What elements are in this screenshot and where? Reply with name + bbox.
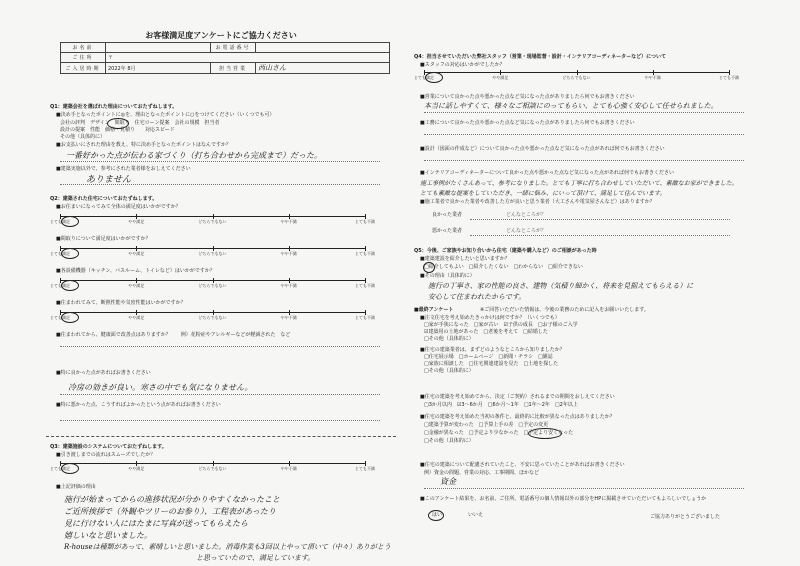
q1b-text: ■お支払いにされた理由を教え、特に決め手となったポイントはなんですか？: [56, 142, 232, 148]
q2a-answer-circle: [61, 216, 79, 227]
left-page: [46, 0, 396, 566]
scale-label[interactable]: やや不満: [280, 251, 297, 256]
q6b-options-2: □家族に相談した □住宅関連建設を見た □土地を探した: [424, 361, 559, 367]
q6d-other: □その他（具体的に）: [424, 438, 474, 444]
q5-heading: Q5：今後、ご家族やお知り合いから住宅（建築や購入など）のご相談があった時: [414, 248, 597, 254]
scale-label[interactable]: とても不満: [355, 251, 375, 256]
scale-label[interactable]: とても不満: [355, 315, 375, 320]
scale-label[interactable]: とても満足: [50, 466, 70, 471]
q2e-line: [60, 346, 380, 347]
q6a-other: □その他（具体的に）: [424, 336, 474, 342]
q6a-text: ■注文住宅を考え始めたきっかけは何ですか？（いくつでも）: [420, 315, 560, 321]
scale-label[interactable]: やや満足: [492, 75, 509, 80]
q4a-scale: [414, 70, 739, 80]
q1a-other: その他（具体的に）: [60, 134, 106, 140]
q5b-handwriting-2: 安心して住まわれたからです。: [428, 293, 526, 301]
scale-label[interactable]: とても不満: [355, 219, 375, 224]
q6d-options-1: □建築予算が変わった □予算上手の差 □予定の変更: [424, 422, 549, 428]
q1a-circle-mark: [107, 118, 129, 129]
scale-label[interactable]: やや満足: [128, 251, 145, 256]
q2g-text: ■特に悪かった点、こうすればよかったという点があればお書きください: [56, 402, 221, 408]
q1a-options: 会社の評判 デザイン 間取り 住宅ローン提案 会社の規模 担当者: [60, 120, 220, 126]
q5a-options: □紹介してもよい □紹介したくない □わからない □紹介できない: [424, 264, 583, 270]
scale-label[interactable]: とても満足: [50, 315, 70, 320]
q4f-bad-line: [470, 235, 730, 236]
q6e-line: [424, 488, 744, 489]
q4f-good-hint: どんなところが？: [506, 212, 547, 218]
phone-label: お電話番号: [211, 43, 256, 53]
q3a-text: ■引き渡しまでの流れはスムーズでしたか？: [56, 452, 156, 458]
q4d-line: [424, 160, 744, 161]
q4e-handwriting-1: 施工事例がたくさんあって、参考になりました。とても丁寧に打ち合わせしていただいて、素敵なお家ができました。: [420, 180, 738, 187]
q2g-line: [60, 420, 380, 421]
q2f-text: ■特に良かった点があればお書きください: [56, 370, 151, 376]
scale-label[interactable]: やや不満: [644, 75, 661, 80]
scale-label[interactable]: どちらでもない: [198, 466, 227, 471]
address-label: ご住所: [61, 53, 106, 63]
q6-note: ※ご回答いただいた情報は、今後の業務のために記入をお願いいたします。: [480, 307, 649, 313]
q3b-text: ■上記評価の理由: [56, 484, 96, 490]
q2c-text: ■各設備機器（キッチン、バスルーム、トイレなど）はいかがですか？: [56, 268, 215, 274]
scale-label[interactable]: やや不満: [280, 219, 297, 224]
q2f-handwriting: 冷房の効きが良い。寒さの中でも気になりません。: [68, 383, 253, 392]
q3a-answer-circle: [61, 463, 79, 474]
scale-label[interactable]: とても満足: [50, 251, 70, 256]
scale-label[interactable]: どちらでもない: [198, 283, 227, 288]
scale-label[interactable]: やや満足: [128, 315, 145, 320]
survey-title: お客様満足度アンケートにご協力ください: [145, 31, 297, 40]
q2-heading: Q2：建築された住宅についておたずねします。: [50, 196, 158, 202]
q2b-scale: [50, 246, 375, 256]
scale-label[interactable]: とても不満: [719, 75, 739, 80]
name-label: お名前: [61, 43, 106, 53]
staff-handwriting: 西山さん: [258, 64, 286, 72]
scale-label[interactable]: どちらでもない: [198, 251, 227, 256]
q4c-line: [424, 134, 744, 135]
q4f-bad-hint: どんなところが？: [506, 228, 547, 234]
q2a-text: ■お住まいになってみて全体の満足度はいかがですか？: [56, 204, 181, 210]
q5b-handwriting-1: 施行の丁寧さ、家の性能の良さ、建物（気積り細かく、将来を見据えてもらえる）に: [428, 282, 694, 290]
q2e-text: ■住まわれてから、健康面で改善点はありますか？ 例）花粉症やアレルギーなどが軽減された など: [56, 332, 291, 338]
q1b-line: [60, 161, 380, 162]
q4-heading: Q4：担当させていただいた弊社スタッフ（営業・現場監督・設計・インテリアコーディネーターなど）について: [414, 54, 666, 60]
q2b-answer-circle: [61, 248, 79, 259]
q7-answer-circle: [428, 510, 444, 521]
q3b-handwriting-2: ご近所挨拶で（外観やツリーのお参り）、工程表があったり: [64, 507, 276, 516]
q5a-answer-circle: [423, 262, 435, 273]
scale-label[interactable]: やや満足: [128, 219, 145, 224]
scale-label[interactable]: どちらでもない: [562, 75, 591, 80]
q6-heading: ■最終アンケート: [414, 307, 454, 313]
q4b-text: ■営業について良かった点や悪かった点など気になった点がありましたら何でもお書きください: [420, 94, 635, 100]
q1a-options-2: 設計の提案 性能 価格・見積り 対応スピード: [60, 127, 175, 133]
q4f-good-label: 良かった業者: [432, 212, 463, 218]
customer-info-table: [60, 42, 390, 74]
q6c-text: ■住宅の建築を考え始めてから、決定（ご契約）されるまでの期間をおしえてください: [420, 394, 615, 400]
phone-field: [256, 43, 390, 53]
scale-label[interactable]: とても不満: [355, 466, 375, 471]
q4e-text: ■インテリアコーディネーターについて良かった点や悪かった点など気になった点があれば何でもお書きください: [420, 170, 674, 176]
staff-value: [256, 63, 390, 74]
staff-label: 担当営業: [211, 63, 256, 74]
q4f-bad-label: 悪かった業者: [432, 228, 463, 234]
q6d-options-2: □金融が異なった □予定より少なかった □予定より安くなった: [424, 430, 574, 436]
q4d-text: ■設計（図面の作成など）について良かった点や悪かった点など気になった点があれば何でもお書きください: [420, 146, 665, 152]
scale-label[interactable]: やや不満: [280, 315, 297, 320]
q2f-line: [60, 394, 380, 395]
q2a-scale: [50, 214, 375, 224]
q3a-scale: [50, 461, 375, 471]
scale-label[interactable]: やや満足: [128, 466, 145, 471]
q3b-handwriting-3: 見に行けない人にはたまに写真が送ってもらえたら: [64, 519, 248, 528]
q6b-other: □その他（具体的に）: [424, 368, 474, 374]
section-divider: [46, 436, 396, 437]
scale-label[interactable]: とても満足: [50, 219, 70, 224]
q4c-text: ■工務について良かった点や悪かった点など気になった点がありましたら何でもお書きください: [420, 120, 635, 126]
q2b-text: ■間取りについて満足度はいかがですか？: [56, 236, 151, 242]
q7-yes: はい: [432, 512, 443, 518]
scale-label[interactable]: やや不満: [280, 283, 297, 288]
scale-label[interactable]: とても不満: [355, 283, 375, 288]
q1c-text: ■建築実施以外で、参考にされた業者様をおしえてください: [56, 166, 191, 172]
scale-label[interactable]: とても満足: [50, 283, 70, 288]
scale-label[interactable]: とても満足: [414, 75, 434, 80]
address-field: 〒: [106, 53, 390, 63]
q1c-line: [60, 184, 380, 185]
scale-label[interactable]: やや不満: [280, 466, 297, 471]
q2c-answer-circle: [61, 280, 79, 291]
q2d-text: ■住まわれてみて、断熱性能や気密性能はいかがですか？: [56, 300, 186, 306]
q5b-text: ■その理由（具体的に）: [420, 273, 475, 279]
q4f-text: ■施工業者で良かった業者や改善した方が良いと思う業者（大工さんや電気屋さんなど）はありますか？: [420, 199, 655, 205]
q4b-handwriting: 本当に話しやすくて、様々なご相談にのってもらい、とても心強く安心して任せられました。: [424, 102, 718, 110]
q4f-good-line: [470, 219, 730, 220]
q1c-handwriting: ありません: [86, 175, 132, 185]
thanks-text: ご協力ありがとうございました: [650, 514, 721, 520]
q1a-text: ■決め手となったポイントに◎を、理由となったポイントに○をつけてください（いくつでも可）: [56, 112, 275, 118]
q3b-handwriting-4: 嬉しいなと思いました。: [64, 531, 152, 540]
scale-label[interactable]: どちらでもない: [198, 315, 227, 320]
q4e-handwriting-2: とても素敵な提案をしていただき、一緒に悩み、にいって頂けて、満足して住んでいます。: [420, 190, 666, 197]
q5a-text: ■建築建設を紹介したいと思いますか？: [420, 256, 510, 262]
q1-heading: Q1：建築会社を選ばれた理由についておたずねします。: [50, 104, 178, 110]
q2c-scale: [50, 278, 375, 288]
q6d-text: ■住宅の建築を考え始めた当初の条件と、最終的に比較が異なった点はありましたか？: [420, 414, 615, 420]
q4a-text: ■スタッフの対応はいかがでしたか？: [420, 62, 505, 68]
q2d-scale: [50, 310, 375, 320]
q3b-handwriting-6: と思っていたので、満足しています。: [196, 554, 315, 562]
q6a-options-1: □家が手狭になった □家が古い ☑子供の成長 □お子様のご入学: [424, 322, 578, 328]
scale-label[interactable]: どちらでもない: [198, 219, 227, 224]
q3b-handwriting-5: R-houseは種類があって、素晴しいと思いました。消毒作業も3回以上やって頂いて（中々）ありがとう: [64, 543, 391, 551]
q3b-handwriting-1: 施行が始まってからの進捗状況が分かりやすくなかったこと: [64, 495, 280, 504]
q6d-answer-circle: [528, 428, 562, 439]
scale-label[interactable]: やや満足: [128, 283, 145, 288]
q6e-handwriting: 資金: [440, 477, 456, 486]
move-in-label: ご入居時期: [61, 63, 106, 74]
q6e-text: ■住宅の建築について配慮されていたこと、不安に思っていたことがあればお書きください: [420, 462, 625, 468]
right-page: [410, 0, 756, 566]
move-in-value: 2022年 8月: [106, 63, 211, 74]
q4b-line: [424, 112, 744, 113]
q6b-options-1: □住宅展示場 □ホームページ □新聞・チラシ □雑誌: [424, 354, 553, 360]
q6e-options: 例）資金の問題、営業の対応、工事期間、ほかなど: [424, 470, 540, 476]
q7-no: いいえ: [468, 512, 484, 518]
q6c-options: □3か月以内 ☑3〜6か月 □6か月〜1年 □1年〜2年 □2年以上: [424, 402, 578, 408]
q4a-answer-circle: [425, 72, 443, 83]
q7-text: ■このアンケート結果を、お名前、ご住所、電話番号の個人情報以外の部分をHPに掲載させていただいてもよろしいでしょうか: [420, 496, 707, 502]
q2d-answer-circle: [61, 312, 79, 323]
q6a-options-2: ☑建築用の土地があった □老後を考えて □結婚した: [424, 329, 548, 335]
q6b-text: ■住宅の建築業者は、まずどのようなところから知りましたか？: [420, 347, 565, 353]
q1b-handwriting: 一番好かった点が伝わる家づくり（打ち合わせから完成まで）だった。: [66, 151, 322, 160]
name-field: [106, 43, 211, 53]
q3-heading: Q3：建築施設のシステムについておたずねします。: [50, 444, 167, 450]
